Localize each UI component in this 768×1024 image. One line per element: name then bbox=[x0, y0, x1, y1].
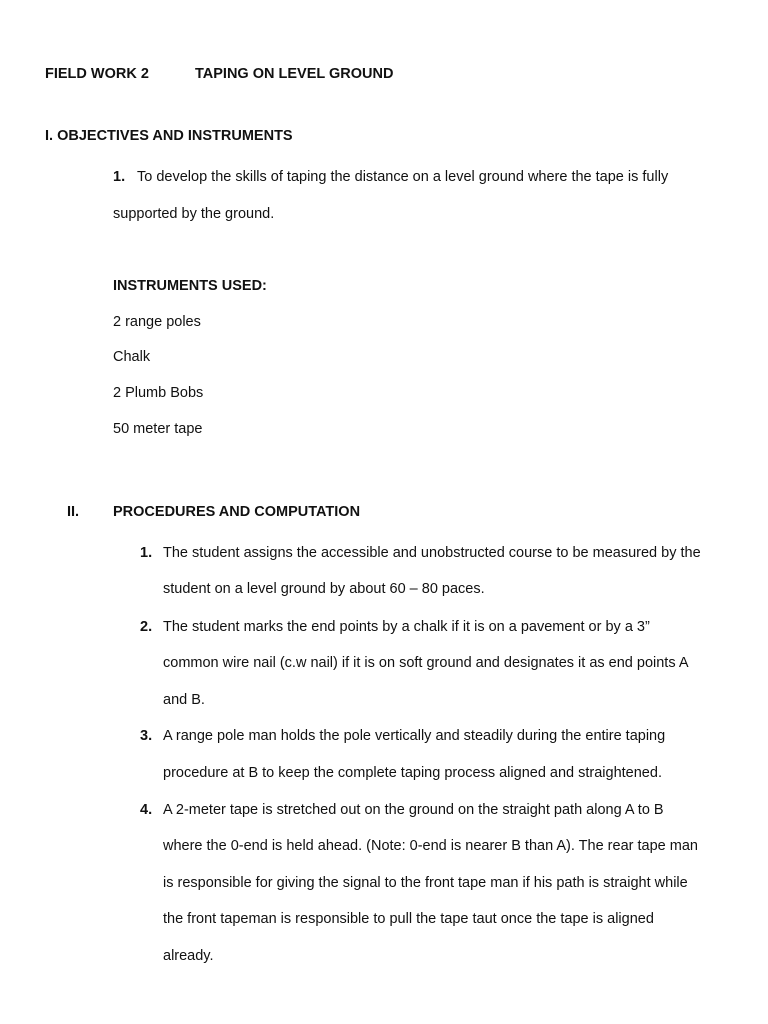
step-number: 3. bbox=[140, 728, 153, 744]
step-text-line: and B. bbox=[163, 692, 205, 708]
step-text-line: where the 0-end is held ahead. (Note: 0-end is nearer B than A). The rear tape man bbox=[163, 838, 698, 854]
step-number: 1. bbox=[140, 545, 153, 561]
step-text-line: A 2-meter tape is stretched out on the ground on the straight path along A to B bbox=[163, 802, 664, 818]
step-text-line: The student marks the end points by a chalk if it is on a pavement or by a 3” bbox=[163, 619, 650, 635]
step-number: 2. bbox=[140, 619, 153, 635]
instrument-item: 50 meter tape bbox=[113, 421, 203, 437]
step-text-line: A range pole man holds the pole vertically and steadily during the entire taping bbox=[163, 728, 666, 744]
page-title: TAPING ON LEVEL GROUND bbox=[195, 66, 394, 82]
section-objectives-heading: I. OBJECTIVES AND INSTRUMENTS bbox=[45, 128, 293, 144]
instrument-item: 2 Plumb Bobs bbox=[113, 385, 204, 401]
step-text-line: is responsible for giving the signal to the front tape man if his path is straight while bbox=[163, 875, 688, 891]
instruments-heading: INSTRUMENTS USED: bbox=[113, 278, 267, 294]
step-text-line: procedure at B to keep the complete taping process aligned and straightened. bbox=[163, 765, 662, 781]
section-procedures-heading: PROCEDURES AND COMPUTATION bbox=[113, 504, 361, 520]
objective-text-line: supported by the ground. bbox=[113, 206, 275, 222]
instrument-item: 2 range poles bbox=[113, 314, 201, 330]
objective-number: 1. bbox=[113, 169, 126, 185]
section-procedures-numeral: II. bbox=[67, 504, 80, 520]
fieldwork-label: FIELD WORK 2 bbox=[45, 66, 149, 82]
step-text-line: common wire nail (c.w nail) if it is on soft ground and designates it as end points A bbox=[163, 655, 689, 671]
step-text-line: the front tapeman is responsible to pull the tape taut once the tape is aligned bbox=[163, 911, 654, 927]
step-text-line: student on a level ground by about 60 – 80 paces. bbox=[163, 581, 485, 597]
instrument-item: Chalk bbox=[113, 349, 151, 365]
step-text-line: The student assigns the accessible and unobstructed course to be measured by the bbox=[163, 545, 701, 561]
step-number: 4. bbox=[140, 802, 153, 818]
step-text-line: already. bbox=[163, 948, 214, 964]
objective-text-line: To develop the skills of taping the distance on a level ground where the tape is fully bbox=[137, 169, 669, 185]
